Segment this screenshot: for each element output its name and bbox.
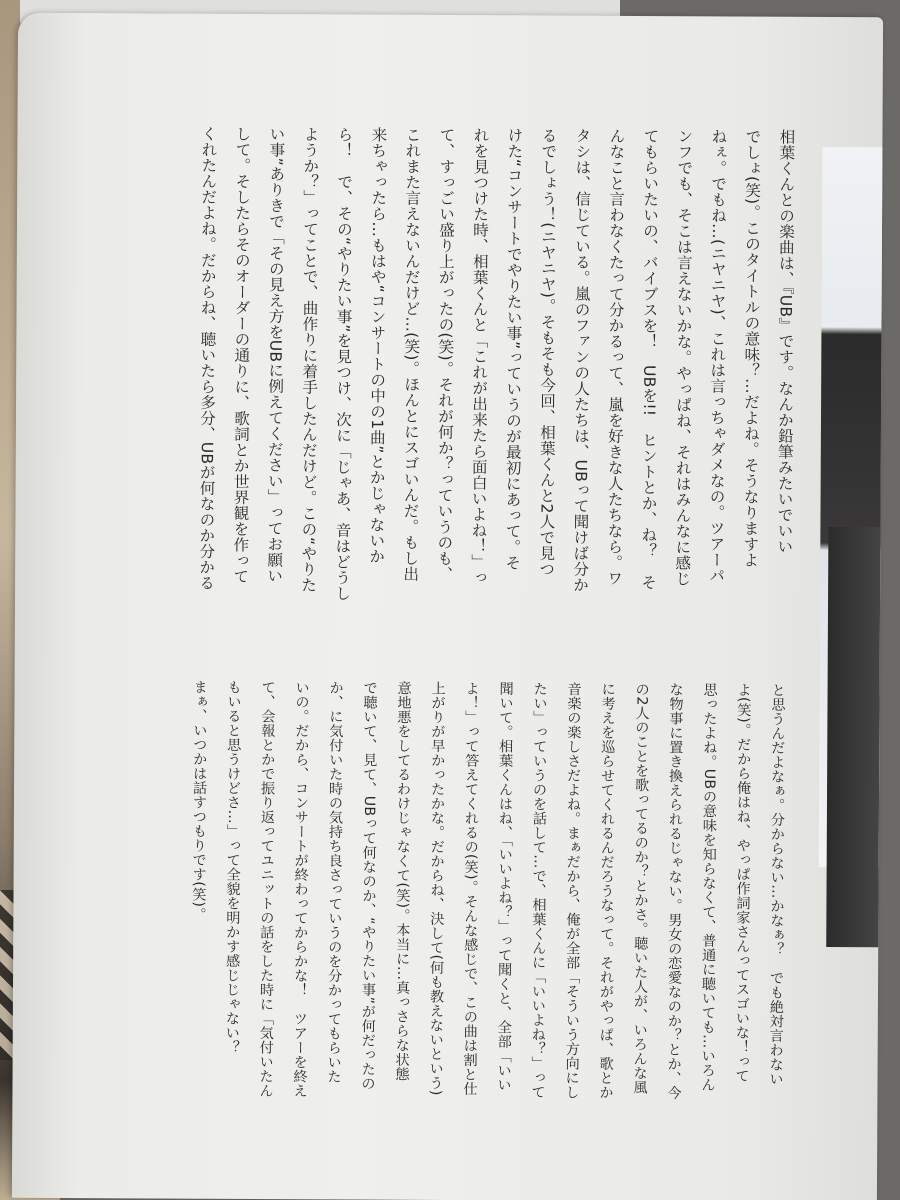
text-line: い事”ありきで「その見え方をUBに例えてください」ってお願い — [265, 126, 286, 584]
text-line: んなこと言わなくたって分かるって、嵐を好きな人たちなら。ワ — [605, 127, 626, 587]
book-page — [12, 13, 883, 1200]
photo-dark-stripe — [826, 527, 880, 947]
text-line: 相葉くんとの楽曲は、『UB』です。なんか鉛筆みたいでいい — [775, 128, 796, 555]
text-line: もいると思うけどさ…」って全貌を明かす感じじゃない？ — [223, 679, 242, 1055]
upper-text-column — [81, 125, 804, 669]
text-line: 来ちゃったら…もはや“コンサートの中の1曲”とかじゃないか — [367, 126, 388, 565]
text-line: くれたんだよね。だからね、聴いたら多分、UBが何なのか分かる — [197, 125, 218, 591]
text-line: るでしょう！(ニヤニヤ)。そもそも今回、相葉くんと2人で見つ — [537, 127, 558, 577]
text-line: か、に気付いた時の気持ち良さっていうのを分かってもらいた — [325, 680, 344, 1084]
text-line: で聴いて、見て、UBって何なのか、“やりたい事”が何だったの — [359, 680, 378, 1091]
text-line: 聞いて。相葉くんはね、「いいよね？」って聞くと、全部「いい — [495, 681, 514, 1092]
text-line: ら！ で、その“やりたい事”を見つけ、次に「じゃあ、音はどうし — [333, 126, 354, 602]
text-line: して。そしたらそのオーダーの通りに、歌詞とか世界観を作って — [231, 125, 252, 585]
text-line: よ(笑)。だから俺はね、やっぱ作詞家さんってスゴいな！って — [733, 682, 752, 1083]
text-line: に考えを巡らせてくれるんだろうなって。それがやっぱ、歌とか — [597, 681, 616, 1100]
text-line: 意地悪をしてるわけじゃなくて(笑)。本当に…真っさらな状態 — [393, 680, 412, 1082]
text-line: て、すっごい盛り上がったの(笑)。それが何か？っていうのも、 — [435, 126, 456, 582]
text-line: よ！」って答えてくれるの(笑)。そんな感じで、この曲は割と仕 — [461, 681, 480, 1096]
text-line: と思うんだよなぁ。分からない…かなぁ？ でも絶対言わない — [767, 682, 786, 1086]
text-line: いの。だから、コンサートが終わってからかな！ ツアーを終え — [291, 680, 310, 1098]
lower-text-column — [82, 679, 795, 1195]
text-line: ようか？」ってことで、曲作りに着手したんだけど。この“やりた — [299, 126, 320, 593]
text-line: 音楽の楽しさだよね。まぁだから、俺が全部「そういう方向にし — [563, 681, 582, 1100]
text-line: て、会報とかで振り返ってユニットの話をした時に「気付いたん — [257, 680, 276, 1098]
text-line: の2人のことを歌ってるのか？とかさ。聴いた人が、いろんな風 — [631, 681, 650, 1095]
text-line: ンフでも、そこは言えないかな。やっぱね、それはみんなに感じ — [673, 128, 694, 587]
text-line: な物事に置き換えられるじゃない。男女の恋愛なのか？とか、今 — [665, 682, 684, 1100]
text-line: たい」っていうのを話して…で、相葉くんに「いいよね？」って — [529, 681, 548, 1100]
text-line: けた“コンサートでやりたい事”っていうのが最初にあって。そ — [503, 127, 524, 571]
text-line: タシは、信じている。嵐のファンの人たちは、UBって聞けば分か — [571, 127, 592, 593]
text-line: 思ったよね。UBの意味を知らなくて、普通に聴いても…いろん — [699, 682, 718, 1092]
text-line: これまた言えないんだけど…(笑)。ほんとにスゴいんだ。もし出 — [401, 126, 422, 582]
text-line: ねぇ。でもね…(ニヤニヤ)、これは言っちゃダメなの。ツアーパ — [707, 128, 728, 584]
photo-edge — [819, 147, 883, 867]
text-line: てもらいたいの、バイブスを！ UBを!! ヒントとか、ね？ そ — [639, 128, 660, 591]
text-line: れを見つけた時、相葉くんと「これが出来たら面白いよね！」っ — [469, 127, 490, 586]
text-line: まぁ、いつかは話すつもりです(笑)。 — [190, 679, 208, 922]
text-line: 上がりが早かったかな。だからね、決して(何も教えないという) — [427, 680, 446, 1096]
text-line: でしょ(笑)。このタイトルの意味？…だよね。そうなりますよ — [741, 128, 762, 568]
